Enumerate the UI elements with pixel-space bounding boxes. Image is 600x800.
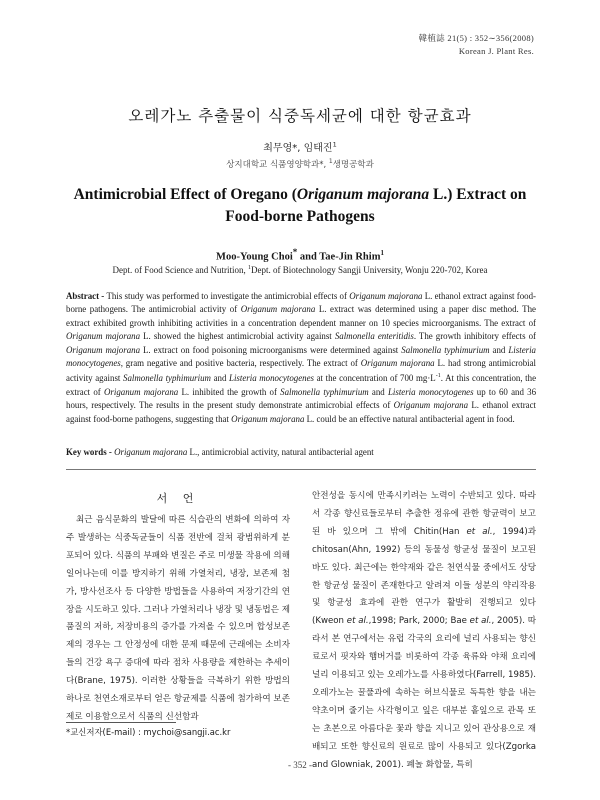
keywords-text: L., antimicrobial activity, natural antibacterial agent <box>187 447 374 457</box>
abstract-text: L. extract on food poisoning microorganisms were determined against <box>140 344 402 355</box>
korean-affiliation-b: 생명공학과 <box>332 160 374 170</box>
abstract-text: , gram negative and positive bacteria, respectively. The extract of <box>120 358 361 369</box>
abstract-text: L. inhibited the growth of <box>178 386 281 397</box>
abstract-species: Origanum majorana <box>240 304 316 315</box>
body-etal: et al. <box>469 616 492 627</box>
abstract-text: L. extract was determined using a paper disc method. The extract exhibited growth inhibiting activities in a concentration dependent manner on 10 species microorganisms. The extract of <box>66 304 536 328</box>
footnote-divider <box>66 722 176 723</box>
body-text: , 1994)과 chitosan(Ahn, 1992) 등의 동물성 항균성 물질이 보고된 바도 있다. 최근에는 한약재와 같은 천연식물 중에서도 상당한 항균성 물질이 존재한다고 알려져 이들 성분의 약리작용 및 항균성 효과에 관한 연구가 활발히 진행되고 있다(Kweon <box>312 526 536 627</box>
korean-author-sup: 1 <box>332 140 337 149</box>
corresponding-author-footnote: *교신저자(E-mail) : mychoi@sangji.ac.kr <box>66 727 231 737</box>
abstract-text: and <box>210 373 230 384</box>
abstract-species: Origanum majorana <box>104 386 179 397</box>
abstract-text: . At this concentration, the extract of <box>66 373 537 397</box>
abstract-text: . The growth inhibitory effects of <box>413 331 536 342</box>
abstract-text: up to 60 and 36 hours, respectively. The results in the present study demonstrate antimicrobial effects of <box>66 386 537 411</box>
english-affil-a: Dept. of Food Science and Nutrition, <box>112 265 248 275</box>
abstract-species: Origanum majorana <box>231 413 305 424</box>
abstract-text: L. had strong antimicrobial activity against <box>66 358 537 384</box>
body-etal: et al. <box>346 616 369 627</box>
korean-affiliation-sup: 1 <box>328 158 333 166</box>
body-text: ,1998; Park, 2000; Bae <box>368 616 470 627</box>
abstract-text: L. could be an effective natural antibacterial agent in food. <box>304 413 515 424</box>
english-author-sup: 1 <box>380 249 384 257</box>
body-text: 안전성을 동시에 만족시키려는 노력이 수반되고 있다. 따라서 각종 향신료들로부터 추출한 정유에 관한 항균력이 보고된 바 있으며 그 밖에 Chitin(Han <box>312 491 536 537</box>
abstract-species: Salmonella typhimurium <box>280 386 369 397</box>
abstract-text: and <box>489 344 509 355</box>
abstract <box>66 290 536 426</box>
abstract-species: Origanum majorana <box>360 358 435 369</box>
abstract-text: and <box>368 386 388 397</box>
abstract-text: L. showed the highest antimicrobial activity against <box>140 331 335 342</box>
abstract-text: L. ethanol extract against food-borne pathogens, suggesting that <box>66 400 536 424</box>
abstract-species: Origanum majorana <box>393 400 469 411</box>
keywords-label: Key words - <box>66 447 115 457</box>
abstract-text: This study was performed to investigate the antimicrobial effects of <box>106 291 350 301</box>
abstract-species: Salmonella typhimurium <box>123 373 211 384</box>
english-affil-b: Dept. of Biotechnology Sangji University, Wonju 220-702, Korea <box>250 265 488 275</box>
english-author-b: and Tae-Jin Rhim <box>297 251 381 263</box>
korean-affiliation-a: 상지대학교 식품영양학과*, <box>226 160 329 170</box>
section-heading: 서 언 <box>156 492 200 505</box>
abstract-text: at the concentration of 700 mg·L <box>313 373 436 384</box>
korean-author-names: 최무영*, 임태진 <box>263 143 333 154</box>
korean-title: 오레가노 추출물이 식중독세균에 대한 항균효과 <box>128 107 472 125</box>
english-author-star: * <box>292 247 298 257</box>
journal-header <box>419 32 534 58</box>
abstract-species: Origanum majorana <box>66 344 141 355</box>
english-title <box>60 184 540 228</box>
journal-name: Korean J. Plant Res. <box>458 46 534 56</box>
section-divider <box>66 469 536 470</box>
abstract-species: Listeria monocytogenes <box>229 373 314 384</box>
abstract-species: Listeria monocytogenes <box>387 386 474 397</box>
abstract-species: Salmonella typhimurium <box>401 344 490 355</box>
page-number: - 352 - <box>288 760 312 770</box>
keywords-species: Origanum majorana <box>114 447 188 457</box>
abstract-species: Salmonella enteritidis <box>334 331 414 342</box>
abstract-unit-sup: -1 <box>435 373 441 380</box>
journal-citation: 韓植誌 21(5) : 352∼356(2008) <box>418 33 534 43</box>
korean-affiliation <box>0 158 600 170</box>
body-left-column: 최근 음식문화의 발달에 따른 식습관의 변화에 의하여 자주 발생하는 식중독균들이 식품 전반에 걸쳐 광범위하게 분포되어 있다. 식품의 부패와 변질은 주로 미생물 작용에 의해 일어나는데 이를 방지하기 위해 가열처리, 냉장, 보존제 첨가, 방사선조사 등 다양한 방법들을 사용하여 저장기간의 연장을 시도하고 있다. 그러나 가열처리나 냉장 및 냉동법은 제품질의 저하, 저장비용의 증가를 가져올 수 있으며 합성보존제의 경우는 그 안정성에 대한 문제 때문에 근래에는 소비자들의 건강 욕구 증대에 따라 점차 사용량을 제한하는 추세이다(Brane, 1975). 이러한 상황들을 극복하기 위한 방법의 하나로 천연소재로부터 얻은 항균제를 식품에 첨가하여 보존제로 이용함으로서 식품의 신선함과 <box>66 515 290 722</box>
english-affil-sup: 1 <box>247 265 251 271</box>
english-author-a: Moo-Young Choi <box>216 251 293 263</box>
body-etal: et al. <box>466 526 493 537</box>
abstract-text: L. ethanol extract against food-borne pathogens. The antimicrobial activity of <box>66 291 536 315</box>
body-right-column <box>312 488 536 775</box>
abstract-species: Origanum majorana <box>349 291 423 301</box>
abstract-species: Origanum majorana <box>66 331 141 342</box>
english-affiliation <box>50 265 550 275</box>
english-title-pre: Antimicrobial Effect of Oregano ( <box>73 186 297 203</box>
body-text: , 2005). 따라서 본 연구에서는 유럽 각국의 요리에 널리 사용되는 향신료로서 핏자와 햄버거를 비롯하여 각종 육류와 야채 요리에 널리 이용되고 있는 오레가노를 사용하였다(Farrell, 1985). 오레가노는 꿀풀과에 속하는 허브식물로 독특한 향을 내는 약초이며 줄기는 사각형이고 잎은 대부분 홑잎으로 관목 또는 초본으로 아름다운 꽃과 향을 지니고 있어 관상용으로 재배되고 또한 향신료의 원료로 많이 사용되고 있다(Zgorka and Glowniak, 2001). 폐놀 화합물, 특히 <box>312 616 536 770</box>
keywords <box>66 447 536 457</box>
abstract-species: Listeria monocytogenes <box>66 344 536 369</box>
abstract-label: Abstract - <box>66 291 107 301</box>
english-title-species: Origanum majorana <box>296 186 430 203</box>
korean-authors <box>0 139 600 154</box>
english-authors <box>0 247 600 263</box>
english-title-post: L.) Extract on Food-borne Pathogens <box>225 186 527 225</box>
